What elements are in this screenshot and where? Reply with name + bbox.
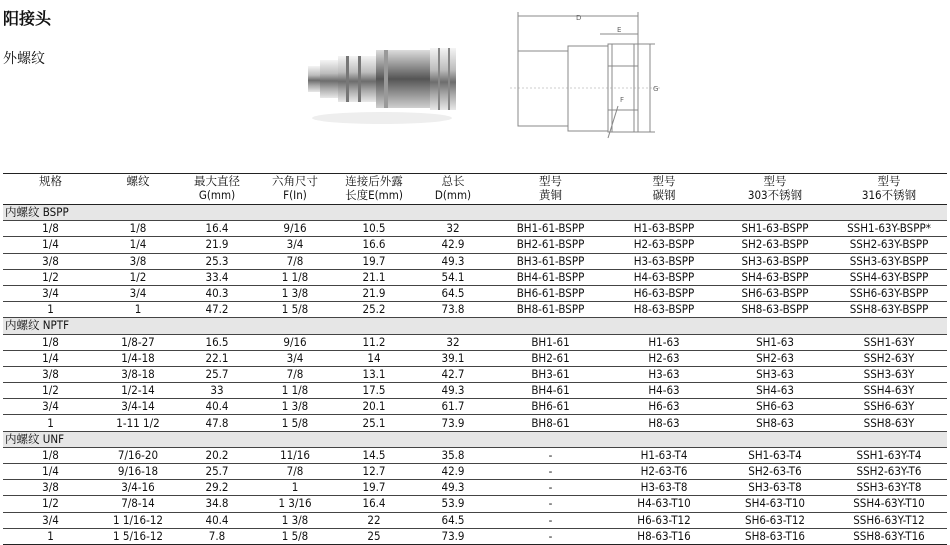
- table-cell: 42.9: [414, 464, 492, 480]
- column-header-line2: 长度E(mm): [345, 188, 403, 202]
- table-row: [3, 269, 947, 285]
- table-cell: 73.9: [414, 415, 492, 431]
- table-cell: 1 3/8: [256, 285, 334, 301]
- table-cell: 1/2-14: [98, 383, 178, 399]
- column-header-line1: 规格: [39, 174, 62, 188]
- table-cell: H6-63: [609, 399, 719, 415]
- table-cell: SSH6-63Y-BSPP: [831, 285, 947, 301]
- table-cell: 1/8: [3, 447, 98, 463]
- table-cell: 3/8: [3, 480, 98, 496]
- table-cell: BH3-61: [492, 366, 609, 382]
- table-cell: 49.3: [414, 383, 492, 399]
- table-cell: H4-63-T10: [609, 496, 719, 512]
- table-cell: 33: [178, 383, 256, 399]
- table-cell: H1-63-T4: [609, 447, 719, 463]
- table-cell: 40.3: [178, 285, 256, 301]
- table-cell: -: [492, 447, 609, 463]
- table-row: [3, 480, 947, 496]
- table-cell: 19.7: [334, 253, 414, 269]
- table-cell: 1/2: [3, 496, 98, 512]
- table-row: [3, 415, 947, 431]
- table-cell: 20.2: [178, 447, 256, 463]
- table-cell: 1: [3, 415, 98, 431]
- column-header-line2: 303不锈钢: [747, 188, 803, 202]
- table-cell: 19.7: [334, 480, 414, 496]
- column-header-line1: 螺纹: [126, 174, 150, 188]
- table-cell: SSH3-63Y: [831, 366, 947, 382]
- table-cell: BH6-61-BSPP: [492, 285, 609, 301]
- table-cell: SH2-63-T6: [719, 464, 831, 480]
- table-cell: BH4-61: [492, 383, 609, 399]
- table-cell: BH8-61: [492, 415, 609, 431]
- table-cell: 1-11 1/2: [98, 415, 178, 431]
- table-cell: SH1-63-T4: [719, 447, 831, 463]
- table-cell: 22.1: [178, 350, 256, 366]
- table-cell: 1/2: [98, 269, 178, 285]
- table-cell: SH3-63-T8: [719, 480, 831, 496]
- dimension-drawing: [500, 6, 670, 146]
- table-cell: SSH1-63Y-T4: [831, 447, 947, 463]
- table-cell: 9/16: [256, 221, 334, 237]
- table-body: [3, 205, 947, 545]
- table-cell: 1 1/8: [256, 383, 334, 399]
- table-cell: 3/8-18: [98, 366, 178, 382]
- table-cell: SSH1-63Y: [831, 334, 947, 350]
- column-header-line1: 六角尺寸: [272, 174, 318, 188]
- table-cell: BH1-61-BSPP: [492, 221, 609, 237]
- table-cell: 1/4: [3, 464, 98, 480]
- table-cell: H2-63: [609, 350, 719, 366]
- table-cell: H4-63: [609, 383, 719, 399]
- table-cell: 3/4: [98, 285, 178, 301]
- table-cell: 14: [334, 350, 414, 366]
- column-header-line1: 型号: [763, 174, 787, 188]
- table-cell: H2-63-BSPP: [609, 237, 719, 253]
- column-header-line1: 最大直径: [194, 174, 240, 188]
- table-cell: 53.9: [414, 496, 492, 512]
- table-cell: 1 3/8: [256, 399, 334, 415]
- table-cell: 1/4: [98, 237, 178, 253]
- table-cell: 13.1: [334, 366, 414, 382]
- svg-text:D: D: [576, 14, 582, 22]
- table-cell: H6-63-T12: [609, 512, 719, 528]
- table-cell: 25.3: [178, 253, 256, 269]
- table-cell: 3/4-16: [98, 480, 178, 496]
- column-header: [178, 174, 256, 205]
- table-cell: 1 5/16-12: [98, 528, 178, 544]
- product-photo: [300, 18, 465, 128]
- table-cell: 1/2: [3, 383, 98, 399]
- table-cell: 3/4: [256, 237, 334, 253]
- table-cell: 73.9: [414, 528, 492, 544]
- table-cell: 14.5: [334, 447, 414, 463]
- table-cell: H8-63: [609, 415, 719, 431]
- table-cell: 11.2: [334, 334, 414, 350]
- table-cell: SSH4-63Y-BSPP: [831, 269, 947, 285]
- table-cell: SH3-63-BSPP: [719, 253, 831, 269]
- table-cell: H8-63-T16: [609, 528, 719, 544]
- table-cell: SH2-63: [719, 350, 831, 366]
- table-cell: 25.2: [334, 302, 414, 318]
- group-label: 内螺纹 UNF: [3, 431, 947, 447]
- table-cell: 29.2: [178, 480, 256, 496]
- table-cell: 1 1/16-12: [98, 512, 178, 528]
- table-cell: H3-63-T8: [609, 480, 719, 496]
- table-row: [3, 285, 947, 301]
- table-cell: 1 1/8: [256, 269, 334, 285]
- table-cell: 21.1: [334, 269, 414, 285]
- table-row: [3, 383, 947, 399]
- table-cell: 3/4: [3, 512, 98, 528]
- table-cell: BH4-61-BSPP: [492, 269, 609, 285]
- table-row: [3, 496, 947, 512]
- table-cell: 49.3: [414, 480, 492, 496]
- table-cell: 7/16-20: [98, 447, 178, 463]
- column-header-line2: D(mm): [434, 188, 472, 202]
- svg-text:E: E: [617, 26, 622, 34]
- table-cell: SH2-63-BSPP: [719, 237, 831, 253]
- table-cell: SH6-63: [719, 399, 831, 415]
- column-header: [831, 174, 947, 205]
- table-cell: 49.3: [414, 253, 492, 269]
- table-cell: 3/4: [3, 285, 98, 301]
- group-row: [3, 318, 947, 334]
- group-row: [3, 431, 947, 447]
- table-cell: 10.5: [334, 221, 414, 237]
- table-row: [3, 528, 947, 544]
- table-cell: 22: [334, 512, 414, 528]
- table-cell: 1 3/16: [256, 496, 334, 512]
- column-header: [3, 174, 98, 205]
- table-cell: 61.7: [414, 399, 492, 415]
- table-row: [3, 464, 947, 480]
- table-cell: SH1-63-BSPP: [719, 221, 831, 237]
- column-header-line2: 316不锈钢: [861, 188, 917, 202]
- table-cell: BH1-61: [492, 334, 609, 350]
- table-cell: SSH8-63Y: [831, 415, 947, 431]
- table-cell: 1/4: [3, 237, 98, 253]
- table-cell: SSH2-63Y-BSPP: [831, 237, 947, 253]
- table-cell: SH8-63: [719, 415, 831, 431]
- table-cell: 1/8-27: [98, 334, 178, 350]
- table-cell: H3-63-BSPP: [609, 253, 719, 269]
- table-cell: 7/8: [256, 253, 334, 269]
- column-header-line2: F(In): [283, 188, 307, 202]
- table-cell: 9/16-18: [98, 464, 178, 480]
- table-cell: -: [492, 496, 609, 512]
- table-cell: BH2-61-BSPP: [492, 237, 609, 253]
- table-cell: 3/4: [256, 350, 334, 366]
- table-cell: SH4-63-BSPP: [719, 269, 831, 285]
- table-cell: 1/8: [3, 334, 98, 350]
- group-label: 内螺纹 BSPP: [3, 205, 947, 221]
- table-cell: SSH4-63Y-T10: [831, 496, 947, 512]
- table-cell: SSH1-63Y-BSPP*: [831, 221, 947, 237]
- table-cell: SSH8-63Y-T16: [831, 528, 947, 544]
- table-cell: 73.8: [414, 302, 492, 318]
- table-cell: 39.1: [414, 350, 492, 366]
- column-header: [414, 174, 492, 205]
- table-cell: 40.4: [178, 512, 256, 528]
- table-cell: 17.5: [334, 383, 414, 399]
- table-cell: 47.8: [178, 415, 256, 431]
- table-cell: BH3-61-BSPP: [492, 253, 609, 269]
- table-cell: SSH8-63Y-BSPP: [831, 302, 947, 318]
- table-cell: 1 5/8: [256, 302, 334, 318]
- table-row: [3, 512, 947, 528]
- header-row: [3, 174, 947, 205]
- table-cell: 3/8: [3, 253, 98, 269]
- table-cell: 16.6: [334, 237, 414, 253]
- table-cell: SH4-63-T10: [719, 496, 831, 512]
- table-cell: 54.1: [414, 269, 492, 285]
- column-header-line2: 碳钢: [652, 188, 676, 202]
- table-cell: 1: [3, 302, 98, 318]
- table-cell: 16.5: [178, 334, 256, 350]
- table-row: [3, 334, 947, 350]
- column-header: [334, 174, 414, 205]
- column-header-line1: 型号: [652, 174, 676, 188]
- svg-text:G: G: [653, 85, 659, 93]
- table-cell: 1: [3, 528, 98, 544]
- column-header-line2: 黄铜: [539, 188, 562, 202]
- column-header: [719, 174, 831, 205]
- table-cell: 1 5/8: [256, 415, 334, 431]
- table-row: [3, 366, 947, 382]
- table-cell: 16.4: [334, 496, 414, 512]
- table-cell: 1/4-18: [98, 350, 178, 366]
- table-cell: 34.8: [178, 496, 256, 512]
- table-cell: 42.9: [414, 237, 492, 253]
- table-cell: SSH6-63Y-T12: [831, 512, 947, 528]
- column-header: [492, 174, 609, 205]
- table-cell: 7/8: [256, 464, 334, 480]
- table-cell: H6-63-BSPP: [609, 285, 719, 301]
- table-cell: 7/8-14: [98, 496, 178, 512]
- table-cell: 7/8: [256, 366, 334, 382]
- table-row: [3, 399, 947, 415]
- table-cell: 25.7: [178, 464, 256, 480]
- table-header: [3, 174, 947, 205]
- svg-text:F: F: [620, 96, 625, 104]
- table-cell: 3/4-14: [98, 399, 178, 415]
- column-header-line1: 型号: [539, 174, 562, 188]
- table-cell: -: [492, 528, 609, 544]
- table-cell: 1/8: [98, 221, 178, 237]
- table-cell: 47.2: [178, 302, 256, 318]
- table-cell: H3-63: [609, 366, 719, 382]
- table-cell: SSH6-63Y: [831, 399, 947, 415]
- table-cell: H1-63-BSPP: [609, 221, 719, 237]
- table-row: [3, 350, 947, 366]
- page-subtitle: 外螺纹: [3, 51, 45, 67]
- table-cell: SH6-63-BSPP: [719, 285, 831, 301]
- table-cell: 16.4: [178, 221, 256, 237]
- table-cell: 42.7: [414, 366, 492, 382]
- column-header-line1: 型号: [877, 174, 901, 188]
- table-cell: SSH4-63Y: [831, 383, 947, 399]
- table-cell: 1/8: [3, 221, 98, 237]
- table-cell: SSH2-63Y: [831, 350, 947, 366]
- column-header-line2: G(mm): [198, 188, 236, 202]
- table-cell: 3/8: [98, 253, 178, 269]
- table-cell: SSH3-63Y-BSPP: [831, 253, 947, 269]
- table-cell: 21.9: [178, 237, 256, 253]
- table-cell: 32: [414, 221, 492, 237]
- page-title: 阳接头: [3, 9, 52, 28]
- column-header-line1: 总长: [441, 174, 465, 188]
- table-cell: -: [492, 512, 609, 528]
- group-label: 内螺纹 NPTF: [3, 318, 947, 334]
- table-cell: 32: [414, 334, 492, 350]
- table-cell: H4-63-BSPP: [609, 269, 719, 285]
- table-cell: 40.4: [178, 399, 256, 415]
- table-cell: SH4-63: [719, 383, 831, 399]
- table-row: [3, 237, 947, 253]
- table-cell: SH8-63-T16: [719, 528, 831, 544]
- table-cell: 20.1: [334, 399, 414, 415]
- table-cell: 1/4: [3, 350, 98, 366]
- table-cell: 1: [256, 480, 334, 496]
- column-header-line1: 连接后外露: [345, 174, 403, 188]
- table-cell: 12.7: [334, 464, 414, 480]
- table-cell: 11/16: [256, 447, 334, 463]
- table-cell: SH8-63-BSPP: [719, 302, 831, 318]
- table-cell: 1: [98, 302, 178, 318]
- table-cell: BH2-61: [492, 350, 609, 366]
- table-cell: 25.1: [334, 415, 414, 431]
- table-cell: 64.5: [414, 285, 492, 301]
- table-cell: 64.5: [414, 512, 492, 528]
- table-cell: 21.9: [334, 285, 414, 301]
- table-cell: 9/16: [256, 334, 334, 350]
- spec-table: [3, 173, 947, 545]
- table-cell: 3/4: [3, 399, 98, 415]
- table-cell: BH6-61: [492, 399, 609, 415]
- column-header: [98, 174, 178, 205]
- table-row: [3, 253, 947, 269]
- table-cell: H1-63: [609, 334, 719, 350]
- table-cell: SH6-63-T12: [719, 512, 831, 528]
- table-row: [3, 302, 947, 318]
- table-cell: 3/8: [3, 366, 98, 382]
- table-cell: 35.8: [414, 447, 492, 463]
- column-header: [256, 174, 334, 205]
- table-cell: H2-63-T6: [609, 464, 719, 480]
- table-cell: 25: [334, 528, 414, 544]
- column-header: [609, 174, 719, 205]
- table-cell: -: [492, 480, 609, 496]
- table-cell: SH3-63: [719, 366, 831, 382]
- table-cell: 1 3/8: [256, 512, 334, 528]
- table-row: [3, 221, 947, 237]
- table-cell: H8-63-BSPP: [609, 302, 719, 318]
- table-cell: 1/2: [3, 269, 98, 285]
- table-cell: 7.8: [178, 528, 256, 544]
- table-cell: 33.4: [178, 269, 256, 285]
- table-cell: SSH3-63Y-T8: [831, 480, 947, 496]
- table-cell: -: [492, 464, 609, 480]
- group-row: [3, 205, 947, 221]
- table-cell: SSH2-63Y-T6: [831, 464, 947, 480]
- table-row: [3, 447, 947, 463]
- table-cell: 25.7: [178, 366, 256, 382]
- table-cell: BH8-61-BSPP: [492, 302, 609, 318]
- table-cell: 1 5/8: [256, 528, 334, 544]
- table-cell: SH1-63: [719, 334, 831, 350]
